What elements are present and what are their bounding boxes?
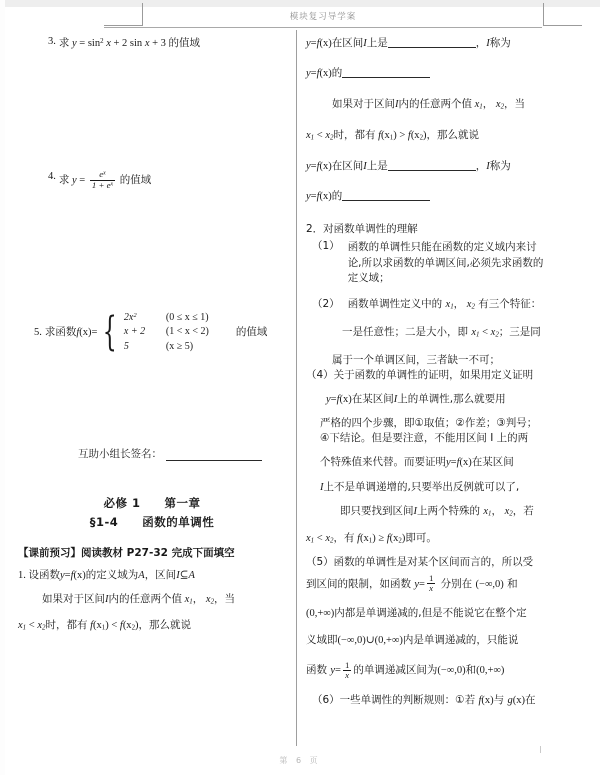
p5-interval-4: (0,+∞) bbox=[374, 635, 403, 647]
left-brace-glyph: { bbox=[103, 308, 118, 355]
cd2-f1: f bbox=[378, 129, 381, 141]
q3-x: x bbox=[106, 38, 111, 49]
di-I2: I bbox=[486, 38, 490, 49]
item-5-line-3 bbox=[306, 607, 588, 620]
question-3-number: 3. bbox=[48, 36, 56, 47]
q3-x2: x bbox=[144, 38, 150, 49]
dd-d: 称为 bbox=[489, 160, 511, 173]
running-header bbox=[104, 5, 542, 27]
question-3-body bbox=[59, 36, 286, 51]
unit-titles bbox=[18, 495, 286, 530]
p5-fraction-2 bbox=[343, 661, 351, 681]
q3-prefix: 求 bbox=[58, 37, 70, 49]
q3-plus1: + 2 bbox=[113, 38, 128, 49]
q5-farg: (x) bbox=[79, 326, 92, 338]
di-I: I bbox=[363, 38, 367, 49]
item-4-line-7 bbox=[306, 505, 588, 519]
item-5-line-4 bbox=[306, 634, 588, 647]
footer-tick-mark bbox=[540, 746, 541, 753]
q1-l3-b: ，那么就说 bbox=[138, 618, 192, 631]
fill-blank[interactable] bbox=[342, 189, 430, 201]
q5-eq: = bbox=[91, 326, 98, 338]
q1-subset: ⊆ bbox=[179, 570, 189, 582]
item-2-detail-line-2: 属于一个单调区间，三者缺一不可； bbox=[332, 353, 500, 366]
p4-l8-b: 即可。 bbox=[405, 532, 437, 545]
p5-l2-a: 到区间的限制，如函数 bbox=[306, 577, 415, 590]
p5-l4-a: 义域即 bbox=[306, 634, 338, 647]
p2d-lt: < bbox=[482, 327, 489, 339]
item-4-line-8 bbox=[306, 532, 588, 546]
dd2-fx: (x) bbox=[319, 191, 332, 203]
case-expr: 5 bbox=[123, 340, 129, 352]
di2-f: f bbox=[316, 68, 320, 80]
q1-l2-x1: $x_1$ bbox=[184, 594, 193, 607]
p4-l7-a: 即只要找到区间 bbox=[340, 504, 414, 517]
p6-b: 与 bbox=[493, 693, 508, 706]
fill-blank[interactable] bbox=[388, 159, 476, 171]
def-decreasing-line-1 bbox=[306, 159, 588, 173]
header-rule bbox=[104, 27, 542, 28]
di-f: f bbox=[316, 38, 320, 49]
unit-title: 必修 1 第一章 bbox=[103, 496, 201, 511]
q1-l3-rel: < bbox=[111, 619, 118, 631]
q5-suffix: 的值域 bbox=[235, 325, 268, 338]
p4-l5-f: f bbox=[456, 457, 460, 469]
p4-l8-f1: f bbox=[357, 533, 360, 545]
cd2-fx2: $(x_2)$ bbox=[410, 129, 427, 142]
cd-x1: $x_1$ bbox=[474, 99, 483, 111]
p4-l7-x2: $x_2$ bbox=[504, 505, 513, 518]
dd2-eq: = bbox=[310, 191, 317, 203]
q1-line-2 bbox=[18, 593, 286, 607]
item-2 bbox=[306, 298, 588, 312]
q4-numerator: $e^x$ bbox=[99, 169, 106, 180]
p4-l7-comma: ， bbox=[491, 504, 502, 517]
page-number-label: 第 6 页 bbox=[279, 756, 321, 765]
header-title: 模块复习导学案 bbox=[289, 12, 357, 22]
dd2-f: f bbox=[316, 191, 320, 203]
p2d-b: ；三是同 bbox=[498, 326, 541, 339]
cd2-fx1: $(x_1)$ bbox=[381, 129, 397, 142]
p4-l5-a: 个特殊值来代替。而要证明 bbox=[320, 456, 446, 469]
section-title: §1-4 函数的单调性 bbox=[89, 515, 215, 530]
def-decreasing-line-2 bbox=[306, 189, 588, 203]
cd2-rel: > bbox=[399, 129, 406, 141]
item-1-line-3: 定义域； bbox=[347, 271, 390, 284]
dd-c: ， bbox=[475, 160, 487, 173]
di-fx: (x) bbox=[319, 38, 332, 49]
q1-A2: A bbox=[188, 570, 195, 582]
p5-l3-a: 内都是单调递减的,但是不能说它在整个定 bbox=[334, 607, 527, 620]
column-divider bbox=[296, 30, 297, 746]
item-4-line-5 bbox=[306, 456, 588, 469]
cond-decreasing-line-1 bbox=[306, 98, 588, 112]
cd-comma: ， bbox=[482, 98, 494, 111]
p4-b: 上的单调性,那么就要用 bbox=[397, 393, 506, 406]
dd2-y: y bbox=[306, 191, 311, 203]
item-2-body bbox=[340, 298, 588, 312]
di-y: y bbox=[306, 38, 311, 49]
group-leader-signature bbox=[18, 446, 286, 461]
p5-interval-2: (0,+∞) bbox=[306, 608, 335, 620]
item-2-detail-line-1 bbox=[306, 326, 588, 340]
q1-eq: = bbox=[64, 570, 71, 582]
q1-l3-fx1: $(x_1)$ bbox=[93, 619, 109, 632]
q3-sin: sin bbox=[87, 38, 101, 49]
p4-l8-x2: $x_2$ bbox=[325, 533, 334, 545]
q4-fraction bbox=[90, 170, 115, 190]
p4-l8-f2: f bbox=[386, 533, 390, 545]
p5-l5-y: y bbox=[330, 665, 336, 677]
q1-A: A bbox=[138, 570, 145, 582]
section-2-title: 2．对函数单调性的理解 bbox=[306, 223, 418, 236]
q4-suffix: 的值域 bbox=[119, 174, 152, 187]
p4-l7-x1: $x_1$ bbox=[483, 505, 492, 518]
q1-f: f bbox=[70, 570, 74, 582]
p5-l2-y: y bbox=[414, 578, 420, 590]
item-5-line-5 bbox=[306, 661, 588, 681]
question-5-body bbox=[44, 308, 286, 355]
p4-y: y bbox=[326, 394, 331, 406]
p4-l8-a: ，有 bbox=[333, 532, 355, 545]
di-c: ， bbox=[475, 37, 487, 49]
signature-label: 互助小组长签名： bbox=[78, 448, 162, 461]
q3-suffix: 的值域 bbox=[168, 37, 201, 49]
p4-l8-lt: < bbox=[316, 533, 323, 545]
p5-l2-eq: = bbox=[419, 578, 425, 590]
cond-decreasing-line-2 bbox=[306, 129, 588, 143]
p6-a: （6）一些单调性的判断规则：①若 bbox=[312, 693, 479, 706]
cd2-a: 时，都有 bbox=[333, 128, 376, 141]
dd2-a: 的 bbox=[331, 190, 343, 203]
dd-a: 在区间 bbox=[331, 160, 364, 173]
cd2-x2: $x_2$ bbox=[325, 129, 334, 142]
item-2-comma: ， bbox=[453, 298, 465, 311]
cd-a: 如果对于区间 bbox=[332, 98, 395, 111]
p4-eq: = bbox=[330, 394, 337, 406]
q5-cases bbox=[124, 311, 236, 355]
question-4-body bbox=[59, 171, 286, 191]
q1-l2-a: 如果对于区间 bbox=[42, 593, 105, 606]
q1-I: I bbox=[176, 570, 180, 582]
item-4-line-2 bbox=[306, 393, 588, 406]
item-1-line-1: 函数的单调性只能在函数的定义域内来讨 bbox=[347, 241, 537, 254]
item-6-line-1 bbox=[306, 694, 588, 707]
cd-x2: $x_2$ bbox=[495, 99, 505, 111]
item-1-body bbox=[340, 240, 588, 286]
item-1 bbox=[306, 240, 588, 286]
item-4-line-4: ④下结论。但是要注意，不能用区间 I 上的两 bbox=[320, 432, 529, 445]
cd2-f2: f bbox=[407, 129, 411, 141]
case-row bbox=[124, 340, 236, 355]
p5-cup: ∪ bbox=[365, 635, 375, 647]
case-condition: (1 < x < 2) bbox=[165, 326, 209, 338]
q4-prefix: 求 bbox=[58, 174, 70, 187]
di-b: 上是 bbox=[366, 37, 388, 49]
p4-l7-I: I bbox=[413, 505, 417, 517]
p2d-x1: $x_1$ bbox=[471, 327, 480, 340]
p4-l7-c: ，若 bbox=[512, 504, 534, 517]
question-5-number: 5. bbox=[34, 326, 42, 338]
cd2-b: ，那么就说 bbox=[426, 128, 480, 141]
cd-c: ，当 bbox=[504, 98, 526, 111]
preview-instruction: 【课前预习】阅读教材 P27-32 完成下面填空 bbox=[18, 547, 235, 560]
p4-l8-fx2: $(x_2)$ bbox=[389, 533, 406, 545]
q1-l3-x1: $x_1$ bbox=[18, 619, 27, 632]
item-4-line-3: 严格的四个步骤，即①取值；②作差；③判号； bbox=[320, 417, 538, 430]
dd-I: I bbox=[363, 161, 367, 173]
p6-c: 在 bbox=[524, 693, 536, 706]
q3-sin-power: 2 bbox=[100, 38, 104, 46]
dd-y: y bbox=[306, 161, 311, 173]
p4-l6-I: I bbox=[320, 481, 324, 493]
dd-I2: I bbox=[486, 161, 490, 173]
di2-eq: = bbox=[310, 68, 317, 80]
question-5 bbox=[18, 308, 286, 355]
fill-blank[interactable] bbox=[342, 66, 430, 78]
case-condition: (x ≥ 5) bbox=[165, 340, 194, 352]
q1-line-1 bbox=[18, 569, 286, 582]
p5-l5-eq: = bbox=[335, 665, 341, 677]
p5-l5-a: 函数 bbox=[306, 664, 331, 677]
dd-f: f bbox=[316, 161, 320, 173]
p6-g: g bbox=[507, 694, 513, 706]
question-4 bbox=[18, 171, 286, 191]
q3-plus2: + 3 bbox=[152, 38, 166, 49]
p4-l5-y: y bbox=[446, 457, 451, 469]
cd-I: I bbox=[395, 99, 399, 111]
p5-interval-1: (−∞,0) bbox=[475, 578, 504, 590]
def-increasing-line-1 bbox=[306, 36, 588, 50]
p5-num: 1 bbox=[428, 572, 434, 583]
item-2-x2: $x_2$ bbox=[466, 299, 475, 311]
page-footer bbox=[0, 750, 600, 768]
q3-sin2: sin bbox=[129, 38, 143, 49]
dd-fx: (x) bbox=[319, 161, 332, 173]
q3-eq: = bbox=[79, 38, 86, 49]
left-column bbox=[18, 30, 286, 746]
di-eq: = bbox=[310, 38, 317, 49]
q1-l3-lt: < bbox=[28, 619, 35, 631]
p5-l5-c: 和 bbox=[465, 664, 477, 677]
p4-l8-fx1: $(x_1)$ bbox=[360, 533, 376, 545]
q4-eq: = bbox=[79, 175, 86, 187]
q1-text-a: 设函数 bbox=[28, 569, 60, 582]
di-a: 在区间 bbox=[331, 37, 364, 49]
def-increasing-line-2 bbox=[306, 66, 588, 80]
q1-l2-c: ，当 bbox=[214, 593, 236, 606]
q3-y: y bbox=[72, 38, 77, 49]
q1-y: y bbox=[60, 570, 65, 582]
q5-prefix: 求函数 bbox=[44, 325, 77, 338]
cd-b: 内的任意两个值 bbox=[398, 98, 472, 111]
p2d-x2: $x_2$ bbox=[490, 327, 499, 340]
signature-blank[interactable] bbox=[166, 448, 262, 461]
item-1-label: （1） bbox=[312, 240, 340, 253]
cd2-lt: < bbox=[316, 129, 323, 141]
p4-a: 在某区间 bbox=[351, 393, 394, 406]
di2-fx: (x) bbox=[319, 68, 332, 80]
fill-blank[interactable] bbox=[388, 36, 476, 48]
p5-l4-b: 内是单调递减的，只能说 bbox=[402, 634, 519, 647]
q4-y: y bbox=[72, 175, 77, 187]
case-row bbox=[124, 311, 236, 326]
scan-edge-left bbox=[0, 0, 5, 775]
p6-fx: (x) bbox=[481, 694, 494, 706]
p6-gx: (x) bbox=[512, 694, 525, 706]
item-2-text-b: 有三个特征： bbox=[474, 298, 542, 311]
q1-text-c: ，区间 bbox=[144, 569, 177, 582]
p4-l5-b: 在某区间 bbox=[471, 456, 514, 469]
p5-l2-c: 和 bbox=[503, 577, 518, 590]
q1-l3-fx2: $(x_2)$ bbox=[122, 619, 139, 632]
item-1-line-2: 论,所以求函数的单调区间,必须先求函数的 bbox=[347, 256, 544, 269]
q1-l3-a: 时，都有 bbox=[45, 618, 88, 631]
p4-fx: (x) bbox=[339, 394, 352, 406]
p4-l8-rel: ≥ bbox=[378, 533, 385, 545]
q1-l3-f2: f bbox=[119, 619, 123, 631]
q1-l2-comma: ， bbox=[192, 593, 204, 606]
item-5-line-1: （5）函数的单调性是对某个区间而言的，所以受 bbox=[306, 555, 534, 568]
dd-eq: = bbox=[310, 161, 317, 173]
di-d: 称为 bbox=[489, 37, 511, 49]
q1-fx: (x) bbox=[73, 570, 86, 582]
item-2-x1: $x_1$ bbox=[445, 299, 454, 311]
q1-text-b: 的定义域为 bbox=[85, 569, 139, 582]
q1-l2-I: I bbox=[105, 594, 109, 606]
p5-num-2: 1 bbox=[344, 659, 350, 670]
q1-l3-x2: $x_2$ bbox=[37, 619, 46, 632]
di2-a: 的 bbox=[331, 67, 343, 80]
q5-fname: f bbox=[76, 326, 80, 338]
q4-denominator: $1 + e^x$ bbox=[91, 179, 114, 190]
q1-line-3 bbox=[18, 619, 286, 633]
right-column bbox=[306, 30, 588, 746]
item-5-line-2 bbox=[306, 572, 588, 595]
item-2-label: （2） bbox=[312, 298, 340, 311]
p4-I: I bbox=[393, 394, 398, 406]
p5-interval-5: (−∞,0) bbox=[437, 665, 466, 677]
p4-l6-a: 上不是单调递增的,只要举出反例就可以了, bbox=[323, 480, 520, 493]
p4-l8-x1: $x_1$ bbox=[306, 533, 315, 545]
p5-den: x bbox=[427, 583, 435, 593]
case-expr: x + 2 bbox=[123, 326, 146, 338]
item-2-text-a: 函数单调性定义中的 bbox=[347, 298, 446, 311]
p4-l5-fx: (x) bbox=[459, 457, 472, 469]
item-4-line-6 bbox=[306, 481, 588, 494]
p4-l7-b: 上两个特殊的 bbox=[417, 504, 484, 517]
p5-interval-6: (0,+∞) bbox=[476, 665, 505, 677]
q1-l2-x2: $x_2$ bbox=[205, 594, 215, 607]
question-4-number: 4. bbox=[48, 171, 56, 183]
q5-piecewise bbox=[97, 308, 235, 355]
p4-f: f bbox=[336, 394, 340, 406]
di2-y: y bbox=[306, 68, 311, 80]
case-expr: $2x^2$ bbox=[123, 311, 137, 323]
p6-f: f bbox=[478, 694, 482, 706]
q1-l2-b: 内的任意两个值 bbox=[108, 593, 182, 606]
p5-l5-b: 的单调递减区间为 bbox=[353, 664, 438, 677]
case-condition: (0 ≤ x ≤ 1) bbox=[165, 311, 209, 323]
q1-l3-f1: f bbox=[90, 619, 93, 631]
p4-l5-eq: = bbox=[450, 457, 457, 469]
dd-b: 上是 bbox=[366, 160, 388, 173]
case-row bbox=[124, 325, 236, 340]
item-4-label: （4）关于函数的单调性的证明，如果用定义证明 bbox=[306, 368, 534, 381]
question-3 bbox=[18, 36, 286, 51]
cd2-x1: $x_1$ bbox=[306, 129, 315, 142]
q1-number: 1. bbox=[18, 570, 26, 582]
p5-interval-3: (−∞,0) bbox=[337, 635, 366, 647]
p5-den-2: x bbox=[343, 670, 351, 680]
p2d-a: 一是任意性；二是大小，即 bbox=[342, 326, 472, 339]
crop-mark-top-right bbox=[543, 3, 582, 26]
p5-l2-b: 分别在 bbox=[437, 577, 476, 590]
p5-fraction-1 bbox=[427, 574, 435, 594]
